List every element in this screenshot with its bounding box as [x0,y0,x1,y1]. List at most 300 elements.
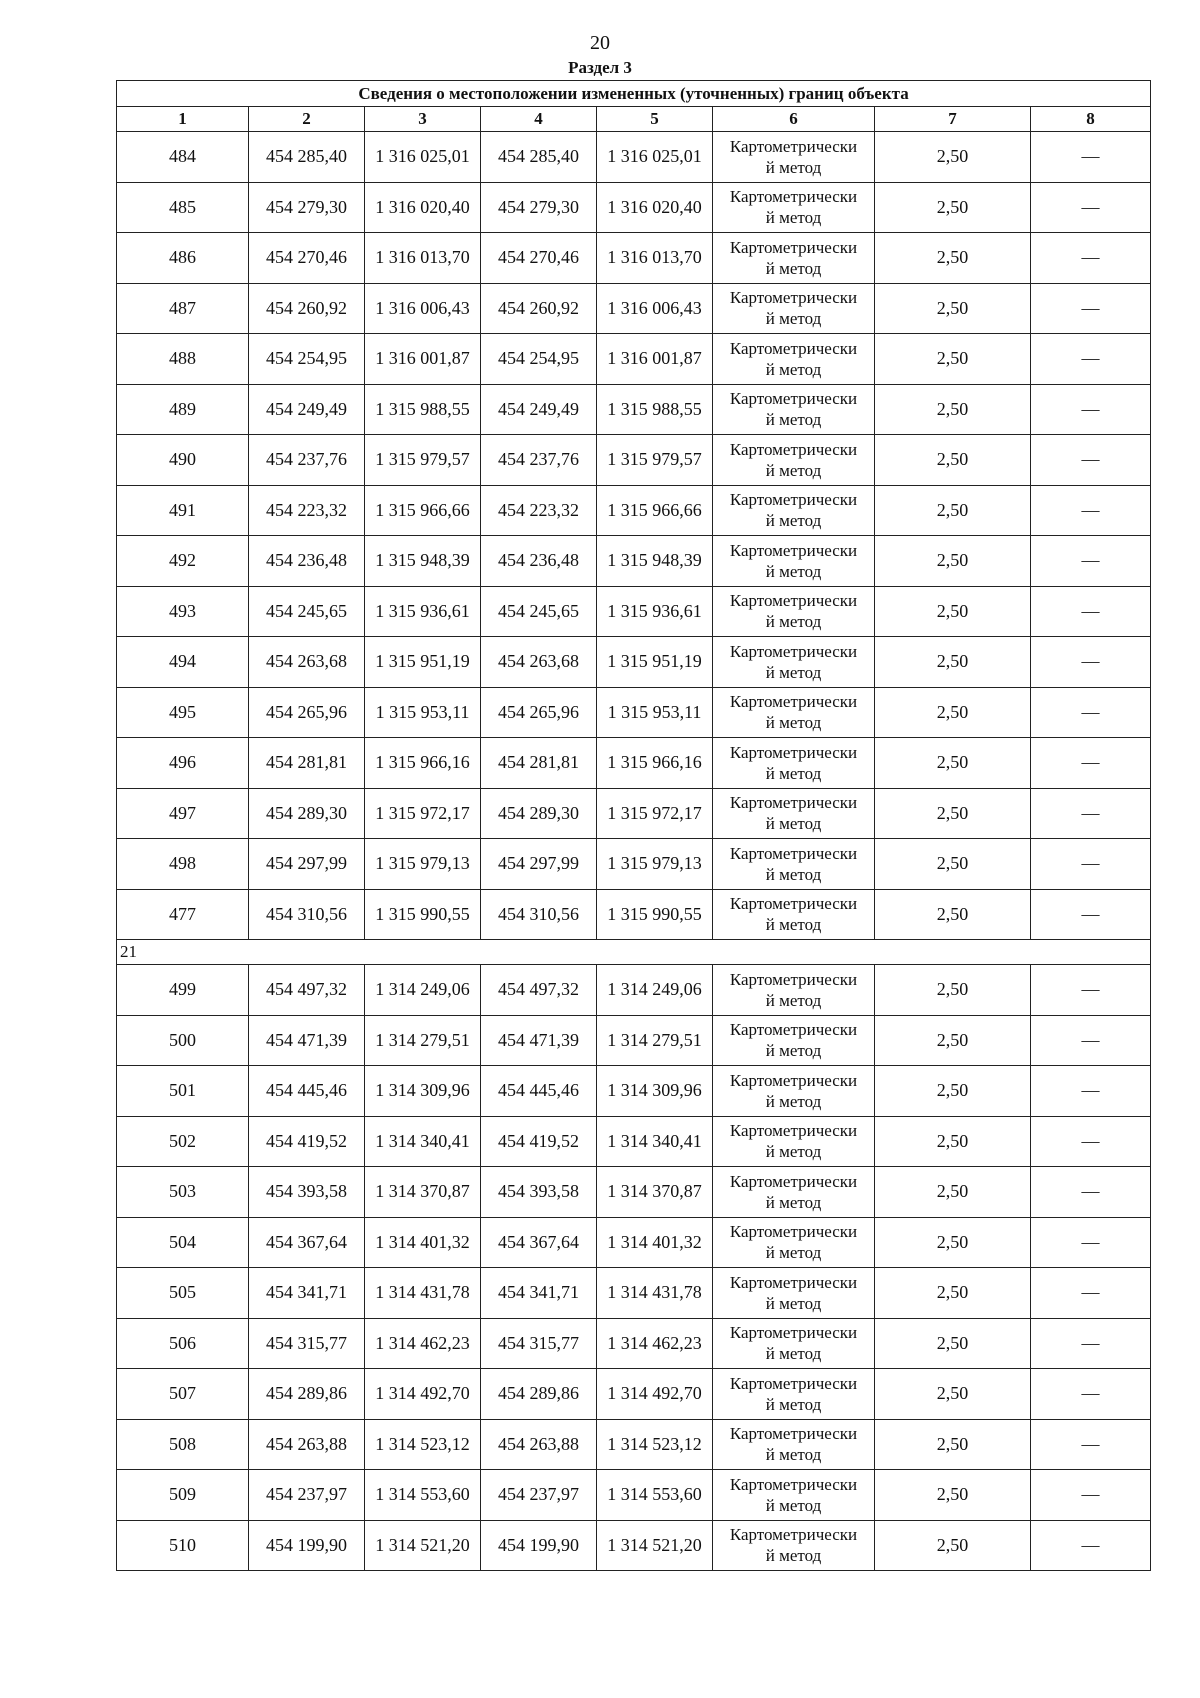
method-text-line: Картометрически [729,641,858,661]
method-cell [713,1369,875,1420]
column-number: 4 [481,107,597,132]
method-cell [713,839,875,890]
y-new-cell: 1 315 936,61 [597,586,713,637]
point-number-cell: 492 [117,536,249,587]
method-text-line: Картометрически [729,1070,858,1090]
method-text-line: Картометрически [729,793,858,813]
method-text-line: Картометрически [729,894,858,914]
method-text-line: й метод [765,511,822,531]
y-existing-cell: 1 314 462,23 [365,1318,481,1369]
table-row [117,889,1151,940]
description-cell: — [1031,637,1151,688]
method-text-line: Картометрически [729,1525,858,1545]
point-number-cell: 500 [117,1015,249,1066]
table-row [117,384,1151,435]
x-existing-cell: 454 237,76 [249,435,365,486]
x-new-cell: 454 281,81 [481,738,597,789]
column-number: 7 [875,107,1031,132]
accuracy-cell: 2,50 [875,1268,1031,1319]
method-cell [713,1318,875,1369]
description-cell: — [1031,1217,1151,1268]
method-text-line: Картометрически [729,187,858,207]
method-cell [713,1217,875,1268]
table-row [117,1116,1151,1167]
method-cell [713,485,875,536]
point-number-cell: 477 [117,889,249,940]
point-number-cell: 509 [117,1470,249,1521]
accuracy-cell: 2,50 [875,1116,1031,1167]
method-cell [713,637,875,688]
y-existing-cell: 1 314 553,60 [365,1470,481,1521]
y-existing-cell: 1 314 523,12 [365,1419,481,1470]
y-existing-cell: 1 316 001,87 [365,334,481,385]
y-new-cell: 1 314 521,20 [597,1520,713,1571]
x-new-cell: 454 297,99 [481,839,597,890]
table-row [117,283,1151,334]
accuracy-cell: 2,50 [875,1015,1031,1066]
method-cell [713,334,875,385]
accuracy-cell: 2,50 [875,485,1031,536]
x-existing-cell: 454 445,46 [249,1066,365,1117]
method-cell [713,1268,875,1319]
method-text-line: й метод [765,915,822,935]
description-cell: — [1031,1470,1151,1521]
description-cell: — [1031,233,1151,284]
method-text-line: й метод [765,1546,822,1566]
y-existing-cell: 1 315 990,55 [365,889,481,940]
y-existing-cell: 1 315 936,61 [365,586,481,637]
accuracy-cell: 2,50 [875,1066,1031,1117]
y-new-cell: 1 314 401,32 [597,1217,713,1268]
description-cell: — [1031,788,1151,839]
y-new-cell: 1 314 431,78 [597,1268,713,1319]
x-new-cell: 454 341,71 [481,1268,597,1319]
method-text-line: Картометрически [729,1020,858,1040]
description-cell: — [1031,1066,1151,1117]
method-text-line: Картометрически [729,969,858,989]
description-cell: — [1031,1520,1151,1571]
method-cell [713,182,875,233]
x-new-cell: 454 249,49 [481,384,597,435]
method-cell [713,687,875,738]
table-row [117,233,1151,284]
column-number: 1 [117,107,249,132]
accuracy-cell: 2,50 [875,1167,1031,1218]
accuracy-cell: 2,50 [875,965,1031,1016]
column-number: 3 [365,107,481,132]
x-new-cell: 454 263,68 [481,637,597,688]
y-existing-cell: 1 315 979,57 [365,435,481,486]
table-row [117,1369,1151,1420]
x-existing-cell: 454 315,77 [249,1318,365,1369]
method-text-line: й метод [765,561,822,581]
method-cell [713,1520,875,1571]
description-cell: — [1031,384,1151,435]
column-number: 5 [597,107,713,132]
method-text-line: Картометрически [729,439,858,459]
point-number-cell: 501 [117,1066,249,1117]
y-existing-cell: 1 315 951,19 [365,637,481,688]
point-number-cell: 496 [117,738,249,789]
method-text-line: й метод [765,1243,822,1263]
method-text-line: Картометрически [729,237,858,257]
method-cell [713,889,875,940]
point-number-cell: 502 [117,1116,249,1167]
table-row [117,839,1151,890]
method-text-line: Картометрически [729,1121,858,1141]
table-row [117,965,1151,1016]
method-text-line: Картометрически [729,1424,858,1444]
method-text-line: Картометрически [729,1222,858,1242]
table-row [117,1470,1151,1521]
y-new-cell: 1 314 462,23 [597,1318,713,1369]
y-new-cell: 1 314 553,60 [597,1470,713,1521]
accuracy-cell: 2,50 [875,1369,1031,1420]
point-number-cell: 494 [117,637,249,688]
x-existing-cell: 454 279,30 [249,182,365,233]
description-cell: — [1031,889,1151,940]
y-existing-cell: 1 315 979,13 [365,839,481,890]
x-new-cell: 454 471,39 [481,1015,597,1066]
method-text-line: Картометрически [729,1474,858,1494]
method-text-line: й метод [765,359,822,379]
point-number-cell: 508 [117,1419,249,1470]
x-existing-cell: 454 236,48 [249,536,365,587]
method-cell [713,384,875,435]
x-existing-cell: 454 367,64 [249,1217,365,1268]
y-existing-cell: 1 314 249,06 [365,965,481,1016]
x-new-cell: 454 419,52 [481,1116,597,1167]
y-new-cell: 1 315 972,17 [597,788,713,839]
accuracy-cell: 2,50 [875,687,1031,738]
page-number: 20 [590,32,610,54]
point-number-cell: 485 [117,182,249,233]
y-existing-cell: 1 315 988,55 [365,384,481,435]
method-text-line: Картометрически [729,591,858,611]
method-cell [713,233,875,284]
x-new-cell: 454 223,32 [481,485,597,536]
method-text-line: й метод [765,1445,822,1465]
point-number-cell: 506 [117,1318,249,1369]
point-number-cell: 488 [117,334,249,385]
accuracy-cell: 2,50 [875,334,1031,385]
method-cell [713,283,875,334]
x-new-cell: 454 236,48 [481,536,597,587]
y-existing-cell: 1 314 309,96 [365,1066,481,1117]
column-number: 8 [1031,107,1151,132]
table-row [117,687,1151,738]
method-text-line: Картометрически [729,692,858,712]
y-new-cell: 1 315 979,57 [597,435,713,486]
y-existing-cell: 1 316 006,43 [365,283,481,334]
x-new-cell: 454 289,30 [481,788,597,839]
x-existing-cell: 454 263,68 [249,637,365,688]
accuracy-cell: 2,50 [875,233,1031,284]
x-new-cell: 454 237,76 [481,435,597,486]
table-row [117,1066,1151,1117]
method-text-line: й метод [765,1142,822,1162]
description-cell: — [1031,1015,1151,1066]
y-existing-cell: 1 314 401,32 [365,1217,481,1268]
method-cell [713,1015,875,1066]
y-new-cell: 1 316 025,01 [597,132,713,183]
x-existing-cell: 454 341,71 [249,1268,365,1319]
method-text-line: Картометрически [729,742,858,762]
x-new-cell: 454 265,96 [481,687,597,738]
accuracy-cell: 2,50 [875,1318,1031,1369]
y-existing-cell: 1 315 966,16 [365,738,481,789]
method-cell [713,1167,875,1218]
description-cell: — [1031,1419,1151,1470]
y-existing-cell: 1 315 948,39 [365,536,481,587]
y-existing-cell: 1 315 972,17 [365,788,481,839]
method-text-line: й метод [765,814,822,834]
x-existing-cell: 454 497,32 [249,965,365,1016]
x-new-cell: 454 270,46 [481,233,597,284]
method-text-line: й метод [765,208,822,228]
description-cell: — [1031,738,1151,789]
y-new-cell: 1 314 249,06 [597,965,713,1016]
method-text-line: Картометрически [729,843,858,863]
point-number-cell: 486 [117,233,249,284]
method-text-line: й метод [765,1091,822,1111]
x-new-cell: 454 199,90 [481,1520,597,1571]
x-new-cell: 454 315,77 [481,1318,597,1369]
point-number-cell: 487 [117,283,249,334]
y-new-cell: 1 315 951,19 [597,637,713,688]
point-number-cell: 497 [117,788,249,839]
y-existing-cell: 1 314 279,51 [365,1015,481,1066]
x-existing-cell: 454 281,81 [249,738,365,789]
contour-group-label: 21 [117,940,1151,965]
accuracy-cell: 2,50 [875,435,1031,486]
table-row [117,485,1151,536]
description-cell: — [1031,1318,1151,1369]
table-row [117,586,1151,637]
y-new-cell: 1 316 020,40 [597,182,713,233]
method-cell [713,586,875,637]
table-row [117,334,1151,385]
description-cell: — [1031,1369,1151,1420]
x-existing-cell: 454 254,95 [249,334,365,385]
point-number-cell: 489 [117,384,249,435]
y-existing-cell: 1 314 492,70 [365,1369,481,1420]
accuracy-cell: 2,50 [875,637,1031,688]
method-text-line: Картометрически [729,490,858,510]
point-number-cell: 505 [117,1268,249,1319]
method-cell [713,1116,875,1167]
point-number-cell: 484 [117,132,249,183]
x-existing-cell: 454 289,86 [249,1369,365,1420]
table-row [117,637,1151,688]
x-new-cell: 454 310,56 [481,889,597,940]
table-row [117,1419,1151,1470]
method-text-line: й метод [765,1344,822,1364]
method-text-line: Картометрически [729,1272,858,1292]
y-existing-cell: 1 315 953,11 [365,687,481,738]
point-number-cell: 504 [117,1217,249,1268]
accuracy-cell: 2,50 [875,536,1031,587]
table-row [117,1217,1151,1268]
x-new-cell: 454 367,64 [481,1217,597,1268]
method-text-line: й метод [765,1041,822,1061]
accuracy-cell: 2,50 [875,384,1031,435]
point-number-cell: 499 [117,965,249,1016]
method-text-line: й метод [765,662,822,682]
y-new-cell: 1 315 948,39 [597,536,713,587]
x-new-cell: 454 393,58 [481,1167,597,1218]
x-existing-cell: 454 245,65 [249,586,365,637]
method-text-line: Картометрически [729,1171,858,1191]
point-number-cell: 503 [117,1167,249,1218]
x-existing-cell: 454 310,56 [249,889,365,940]
point-number-cell: 490 [117,435,249,486]
method-cell [713,738,875,789]
table-caption: Сведения о местоположении измененных (уточненных) границ объекта [117,81,1151,107]
description-cell: — [1031,586,1151,637]
method-text-line: й метод [765,157,822,177]
method-text-line: й метод [765,460,822,480]
accuracy-cell: 2,50 [875,889,1031,940]
table-row [117,536,1151,587]
y-existing-cell: 1 316 020,40 [365,182,481,233]
method-text-line: Картометрически [729,338,858,358]
table-row [117,1268,1151,1319]
y-new-cell: 1 315 990,55 [597,889,713,940]
point-number-cell: 491 [117,485,249,536]
method-text-line: Картометрически [729,288,858,308]
table-row [117,738,1151,789]
y-existing-cell: 1 316 013,70 [365,233,481,284]
description-cell: — [1031,965,1151,1016]
x-new-cell: 454 263,88 [481,1419,597,1470]
method-text-line: й метод [765,1192,822,1212]
point-number-cell: 510 [117,1520,249,1571]
x-existing-cell: 454 199,90 [249,1520,365,1571]
method-cell [713,536,875,587]
accuracy-cell: 2,50 [875,586,1031,637]
column-number: 2 [249,107,365,132]
x-existing-cell: 454 393,58 [249,1167,365,1218]
accuracy-cell: 2,50 [875,132,1031,183]
method-text-line: й метод [765,258,822,278]
description-cell: — [1031,1268,1151,1319]
y-existing-cell: 1 314 521,20 [365,1520,481,1571]
y-new-cell: 1 314 340,41 [597,1116,713,1167]
x-new-cell: 454 289,86 [481,1369,597,1420]
method-cell [713,132,875,183]
x-new-cell: 454 237,97 [481,1470,597,1521]
contour-group-row [117,940,1151,965]
method-cell [713,1470,875,1521]
accuracy-cell: 2,50 [875,1419,1031,1470]
table-row [117,1015,1151,1066]
method-text-line: Картометрически [729,136,858,156]
y-existing-cell: 1 314 370,87 [365,1167,481,1218]
x-existing-cell: 454 263,88 [249,1419,365,1470]
x-new-cell: 454 497,32 [481,965,597,1016]
description-cell: — [1031,283,1151,334]
method-text-line: й метод [765,612,822,632]
method-cell [713,788,875,839]
x-existing-cell: 454 260,92 [249,283,365,334]
x-existing-cell: 454 223,32 [249,485,365,536]
method-text-line: Картометрически [729,1323,858,1343]
method-cell [713,1066,875,1117]
method-text-line: й метод [765,410,822,430]
method-cell [713,965,875,1016]
description-cell: — [1031,132,1151,183]
x-new-cell: 454 245,65 [481,586,597,637]
method-text-line: й метод [765,1293,822,1313]
y-existing-cell: 1 315 966,66 [365,485,481,536]
y-existing-cell: 1 314 431,78 [365,1268,481,1319]
y-new-cell: 1 315 953,11 [597,687,713,738]
method-text-line: й метод [765,864,822,884]
y-new-cell: 1 315 966,16 [597,738,713,789]
x-existing-cell: 454 249,49 [249,384,365,435]
y-new-cell: 1 315 966,66 [597,485,713,536]
method-cell [713,435,875,486]
y-new-cell: 1 316 006,43 [597,283,713,334]
table-row [117,788,1151,839]
point-number-cell: 498 [117,839,249,890]
point-number-cell: 507 [117,1369,249,1420]
accuracy-cell: 2,50 [875,182,1031,233]
column-number: 6 [713,107,875,132]
description-cell: — [1031,536,1151,587]
y-new-cell: 1 316 001,87 [597,334,713,385]
description-cell: — [1031,485,1151,536]
description-cell: — [1031,334,1151,385]
x-existing-cell: 454 237,97 [249,1470,365,1521]
accuracy-cell: 2,50 [875,788,1031,839]
description-cell: — [1031,182,1151,233]
method-text-line: й метод [765,309,822,329]
table-body [117,132,1151,1571]
accuracy-cell: 2,50 [875,738,1031,789]
description-cell: — [1031,1116,1151,1167]
accuracy-cell: 2,50 [875,839,1031,890]
boundary-coordinates-table [116,80,1151,1571]
method-text-line: Картометрически [729,1373,858,1393]
y-existing-cell: 1 316 025,01 [365,132,481,183]
method-text-line: Картометрически [729,540,858,560]
table-row [117,182,1151,233]
table-row [117,1318,1151,1369]
y-new-cell: 1 314 492,70 [597,1369,713,1420]
y-new-cell: 1 315 979,13 [597,839,713,890]
x-existing-cell: 454 270,46 [249,233,365,284]
accuracy-cell: 2,50 [875,1217,1031,1268]
table-row [117,132,1151,183]
y-new-cell: 1 314 279,51 [597,1015,713,1066]
point-number-cell: 493 [117,586,249,637]
description-cell: — [1031,687,1151,738]
x-new-cell: 454 285,40 [481,132,597,183]
y-new-cell: 1 316 013,70 [597,233,713,284]
x-new-cell: 454 445,46 [481,1066,597,1117]
description-cell: — [1031,435,1151,486]
method-text-line: й метод [765,763,822,783]
section-title: Раздел 3 [568,58,632,77]
description-cell: — [1031,839,1151,890]
description-cell: — [1031,1167,1151,1218]
method-text-line: й метод [765,990,822,1010]
x-existing-cell: 454 471,39 [249,1015,365,1066]
method-text-line: й метод [765,713,822,733]
accuracy-cell: 2,50 [875,1470,1031,1521]
